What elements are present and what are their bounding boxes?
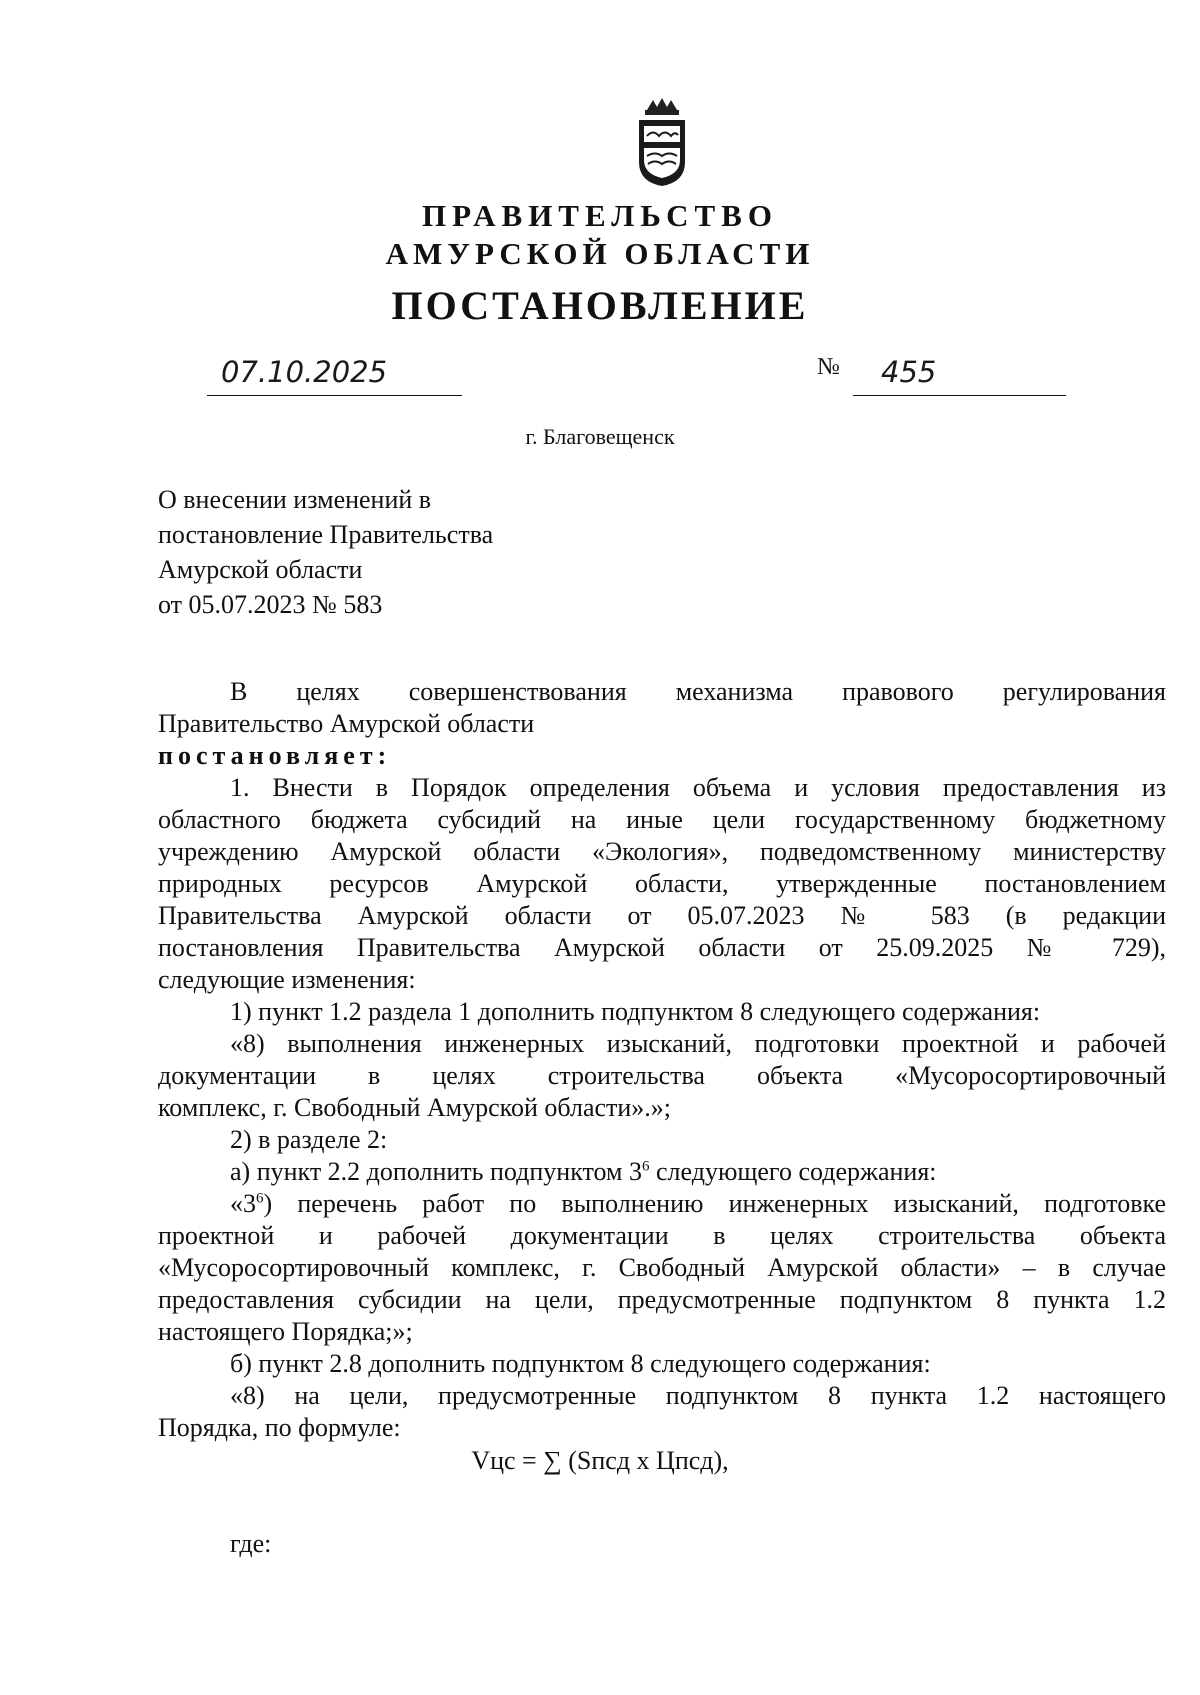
body-line: документации в целях строительства объекта «Мусоросортировочный bbox=[158, 1061, 1166, 1090]
body-line: б) пункт 2.8 дополнить подпунктом 8 следующего содержания: bbox=[230, 1349, 931, 1378]
body-line: В целях совершенствования механизма правового регулирования bbox=[230, 677, 1166, 706]
subject-line: от 05.07.2023 № 583 bbox=[158, 590, 383, 619]
body-line: где: bbox=[230, 1529, 272, 1558]
body-line bbox=[230, 1188, 1166, 1220]
body-line: настоящего Порядка;»; bbox=[158, 1317, 413, 1346]
organization-name-line1: ПРАВИТЕЛЬСТВО bbox=[422, 198, 778, 233]
body-line bbox=[230, 1156, 1166, 1188]
handwritten-date: 07.10.2025 bbox=[221, 355, 388, 389]
date-field bbox=[207, 355, 462, 396]
body-text: «3 bbox=[230, 1189, 256, 1218]
formula: Vцс = ∑ (Sпсд х Цпсд), bbox=[471, 1446, 729, 1475]
body-line: 2) в разделе 2: bbox=[230, 1125, 388, 1154]
body-text: ) перечень работ по выполнению инженерных изысканий, подготовке bbox=[263, 1189, 1166, 1218]
body-line: «8) на цели, предусмотренные подпунктом 8 пункта 1.2 настоящего bbox=[230, 1381, 1166, 1410]
body-line: проектной и рабочей документации в целях строительства объекта bbox=[158, 1221, 1166, 1250]
subject-line: Амурской области bbox=[158, 555, 363, 584]
document-type-title: ПОСТАНОВЛЕНИЕ bbox=[391, 283, 809, 328]
handwritten-number: 455 bbox=[881, 355, 937, 389]
body-line: 1. Внести в Порядок определения объема и условия предоставления из bbox=[230, 773, 1166, 802]
body-line: постановления Правительства Амурской области от 25.09.2025 № 729), bbox=[158, 933, 1166, 962]
subject-line: О внесении изменений в bbox=[158, 485, 432, 514]
resolves-keyword: постановляет: bbox=[158, 741, 392, 770]
body-line: комплекс, г. Свободный Амурской области».»; bbox=[158, 1093, 672, 1122]
city-name: г. Благовещенск bbox=[525, 424, 675, 449]
organization-name-line2: АМУРСКОЙ ОБЛАСТИ bbox=[385, 236, 815, 271]
body-text: следующего содержания: bbox=[649, 1157, 937, 1186]
number-field bbox=[853, 355, 1066, 396]
body-line: 1) пункт 1.2 раздела 1 дополнить подпунктом 8 следующего содержания: bbox=[230, 997, 1041, 1026]
superscript: 6 bbox=[256, 1190, 264, 1207]
body-line: областного бюджета субсидий на иные цели государственному бюджетному bbox=[158, 805, 1166, 834]
body-line: Порядка, по формуле: bbox=[158, 1413, 401, 1442]
document-subject bbox=[158, 482, 493, 622]
body-line: предоставления субсидии на цели, предусмотренные подпунктом 8 пункта 1.2 bbox=[158, 1285, 1166, 1314]
body-line: следующие изменения: bbox=[158, 965, 416, 994]
body-line: «Мусоросортировочный комплекс, г. Свободный Амурской области» – в случае bbox=[158, 1253, 1166, 1282]
body-line: «8) выполнения инженерных изысканий, подготовки проектной и рабочей bbox=[230, 1029, 1166, 1058]
body-line: учреждению Амурской области «Экология», подведомственному министерству bbox=[158, 837, 1166, 866]
body-line: Правительства Амурской области от 05.07.2023 № 583 (в редакции bbox=[158, 901, 1166, 930]
coat-of-arms-emblem bbox=[633, 96, 691, 188]
body-line: Правительство Амурской области bbox=[158, 709, 535, 738]
body-line: природных ресурсов Амурской области, утвержденные постановлением bbox=[158, 869, 1166, 898]
subject-line: постановление Правительства bbox=[158, 520, 494, 549]
body-text: а) пункт 2.2 дополнить подпунктом 3 bbox=[230, 1157, 642, 1186]
superscript: 6 bbox=[642, 1158, 650, 1175]
number-sign: № bbox=[817, 354, 840, 380]
